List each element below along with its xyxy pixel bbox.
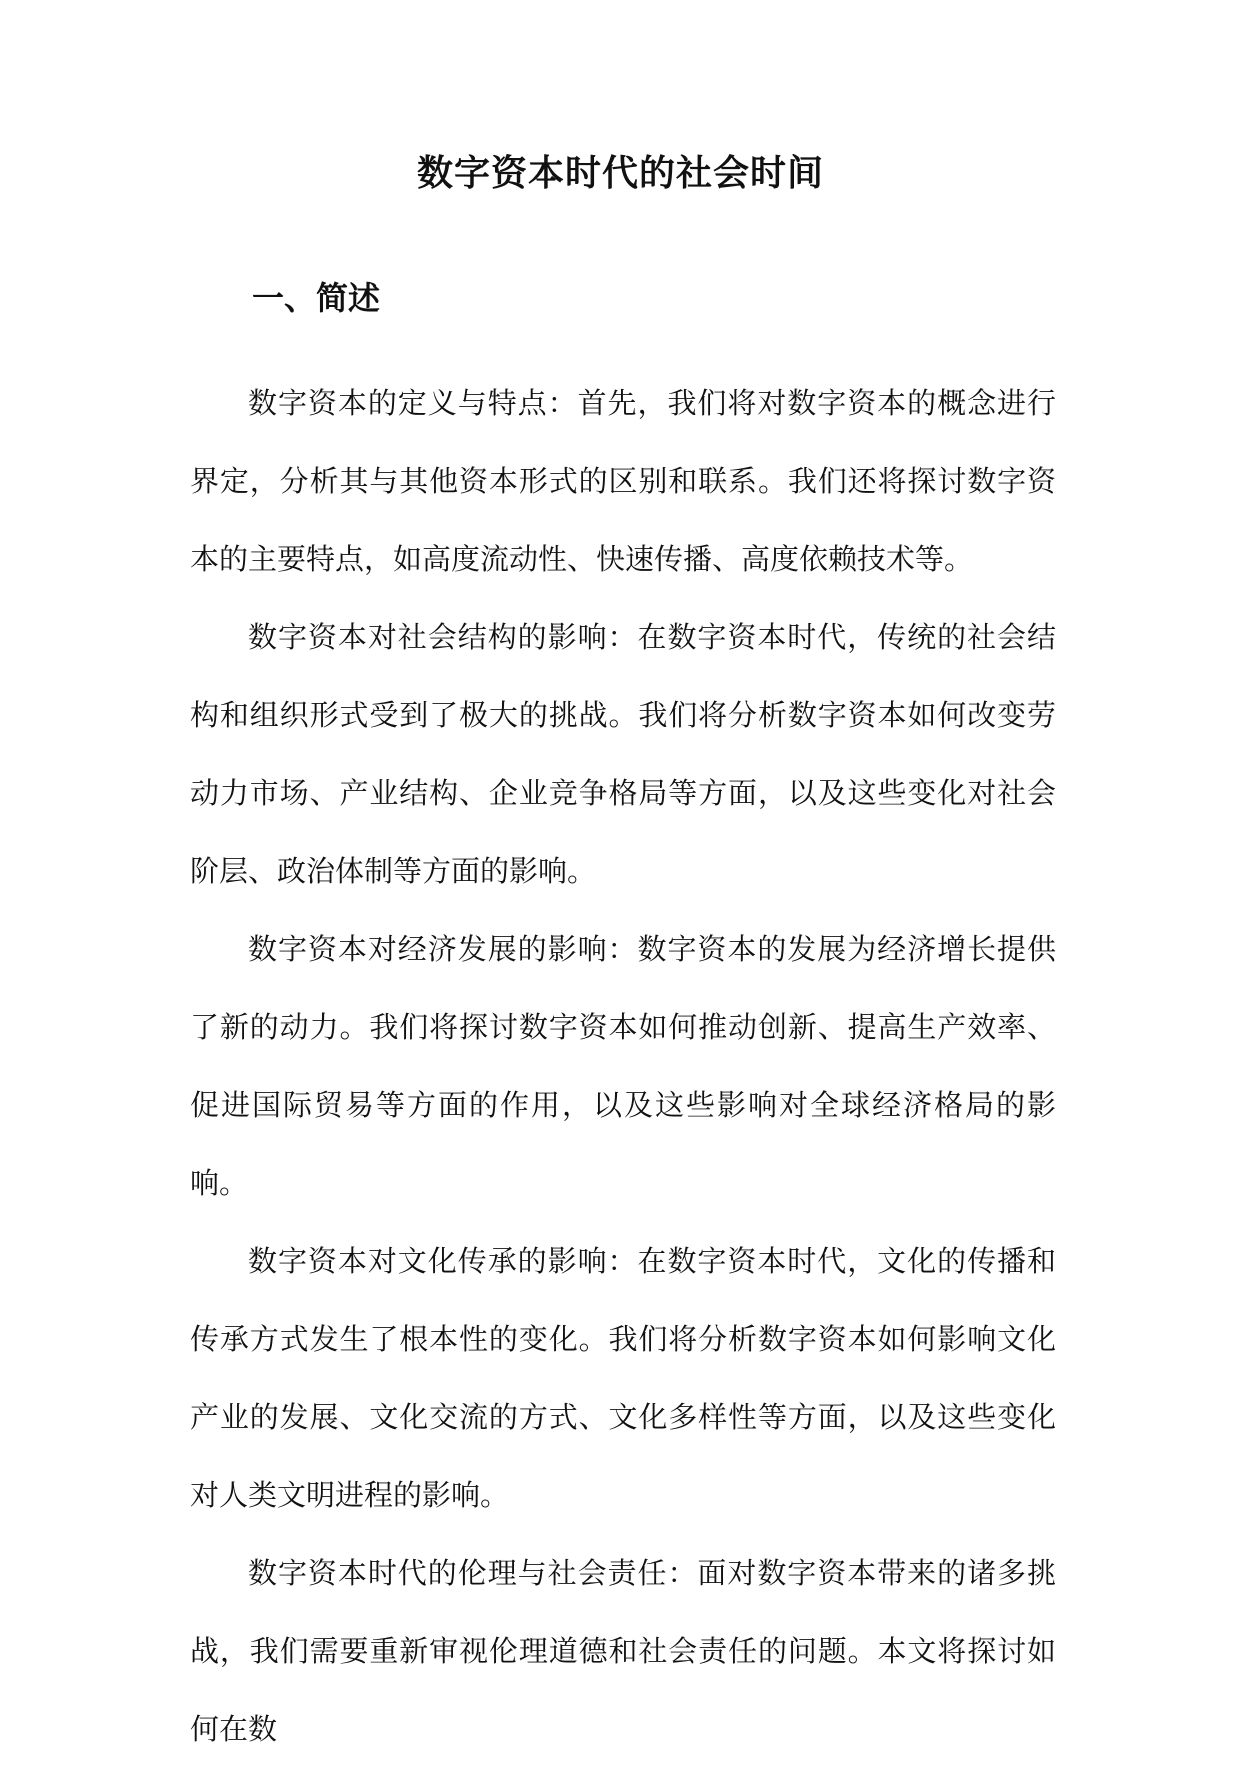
- paragraph-economy: 数字资本对经济发展的影响：数字资本的发展为经济增长提供了新的动力。我们将探讨数字资本如何推动创新、提高生产效率、促进国际贸易等方面的作用，以及这些影响对全球经济格局的影响。: [190, 932, 1056, 1200]
- paragraph-culture: 数字资本对文化传承的影响：在数字资本时代，文化的传播和传承方式发生了根本性的变化。我们将分析数字资本如何影响文化产业的发展、文化交流的方式、文化多样性等方面，以及这些变化对人类文明进程的影响。: [190, 1244, 1056, 1512]
- paragraph-definition: 数字资本的定义与特点：首先，我们将对数字资本的概念进行界定，分析其与其他资本形式的区别和联系。我们还将探讨数字资本的主要特点，如高度流动性、快速传播、高度依赖技术等。: [190, 386, 1056, 576]
- section-heading: 一、简述: [252, 279, 381, 317]
- paragraph-social-structure: 数字资本对社会结构的影响：在数字资本时代，传统的社会结构和组织形式受到了极大的挑战。我们将分析数字资本如何改变劳动力市场、产业结构、企业竞争格局等方面，以及这些变化对社会阶层、政治体制等方面的影响。: [190, 620, 1056, 888]
- body-text: [190, 364, 1056, 1768]
- paragraph-ethics: 数字资本时代的伦理与社会责任：面对数字资本带来的诸多挑战，我们需要重新审视伦理道德和社会责任的问题。本文将探讨如何在数: [190, 1556, 1056, 1746]
- document-title: 数字资本时代的社会时间: [416, 153, 824, 194]
